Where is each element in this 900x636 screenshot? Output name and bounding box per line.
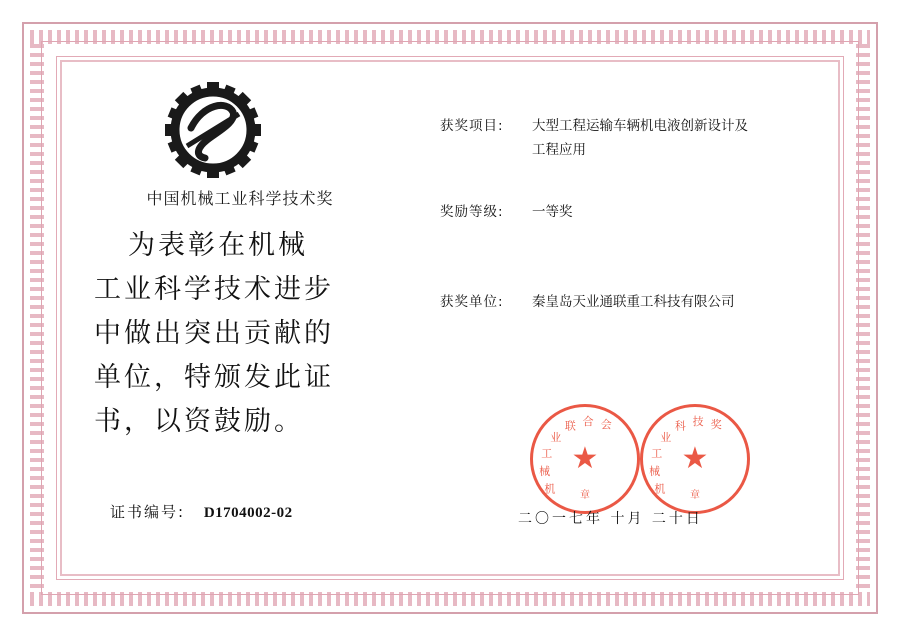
seal-right [640, 404, 750, 514]
certificate-content [70, 68, 830, 568]
field-award-unit-value: 秦皇岛天业通联重工科技有限公司 [532, 294, 735, 310]
citation-line-2: 工业科学技术进步 [94, 274, 334, 305]
field-award-project-label: 获奖项目: [440, 118, 504, 134]
issue-date: 二〇一七年 十月 二十日 [518, 511, 703, 527]
organization-emblem-icon [148, 80, 278, 180]
seal-right-arc-text: 机 械 工 业 科 技 奖 [649, 415, 722, 496]
seal-left-bottom-text: 章 [580, 490, 590, 501]
seal-left [530, 404, 640, 514]
certificate-number-value: D1704002-02 [203, 505, 293, 521]
certificate-right-column [440, 68, 830, 568]
field-award-level-label: 奖励等级: [440, 204, 504, 220]
citation-line-4: 单位，特颁发此证 [94, 362, 334, 393]
citation-line-5: 书，以资鼓励。 [94, 406, 304, 437]
seal-left-star-icon: ★ [571, 442, 599, 475]
field-award-project [440, 114, 830, 162]
certificate-left-column [70, 68, 450, 568]
organization-name: 中国机械工业科学技术奖 [146, 189, 334, 208]
field-award-project-value: 大型工程运输车辆机电液创新设计及工程应用 [532, 118, 748, 158]
field-award-unit [440, 290, 830, 314]
certificate-number-label: 证书编号: [110, 503, 186, 521]
field-award-level-value: 一等奖 [532, 204, 573, 220]
citation-text [94, 224, 394, 444]
citation-line-3: 中做出突出贡献的 [94, 318, 334, 349]
certificate-number [110, 501, 293, 522]
seal-left-arc-text: 机 械 工 业 联 合 会 [539, 415, 612, 496]
seal-right-star-icon: ★ [681, 442, 709, 475]
seal-right-bottom-text: 章 [690, 490, 700, 501]
field-award-level [440, 200, 830, 224]
field-award-unit-label: 获奖单位: [440, 294, 504, 310]
citation-line-1: 为表彰在机械 [128, 230, 308, 261]
